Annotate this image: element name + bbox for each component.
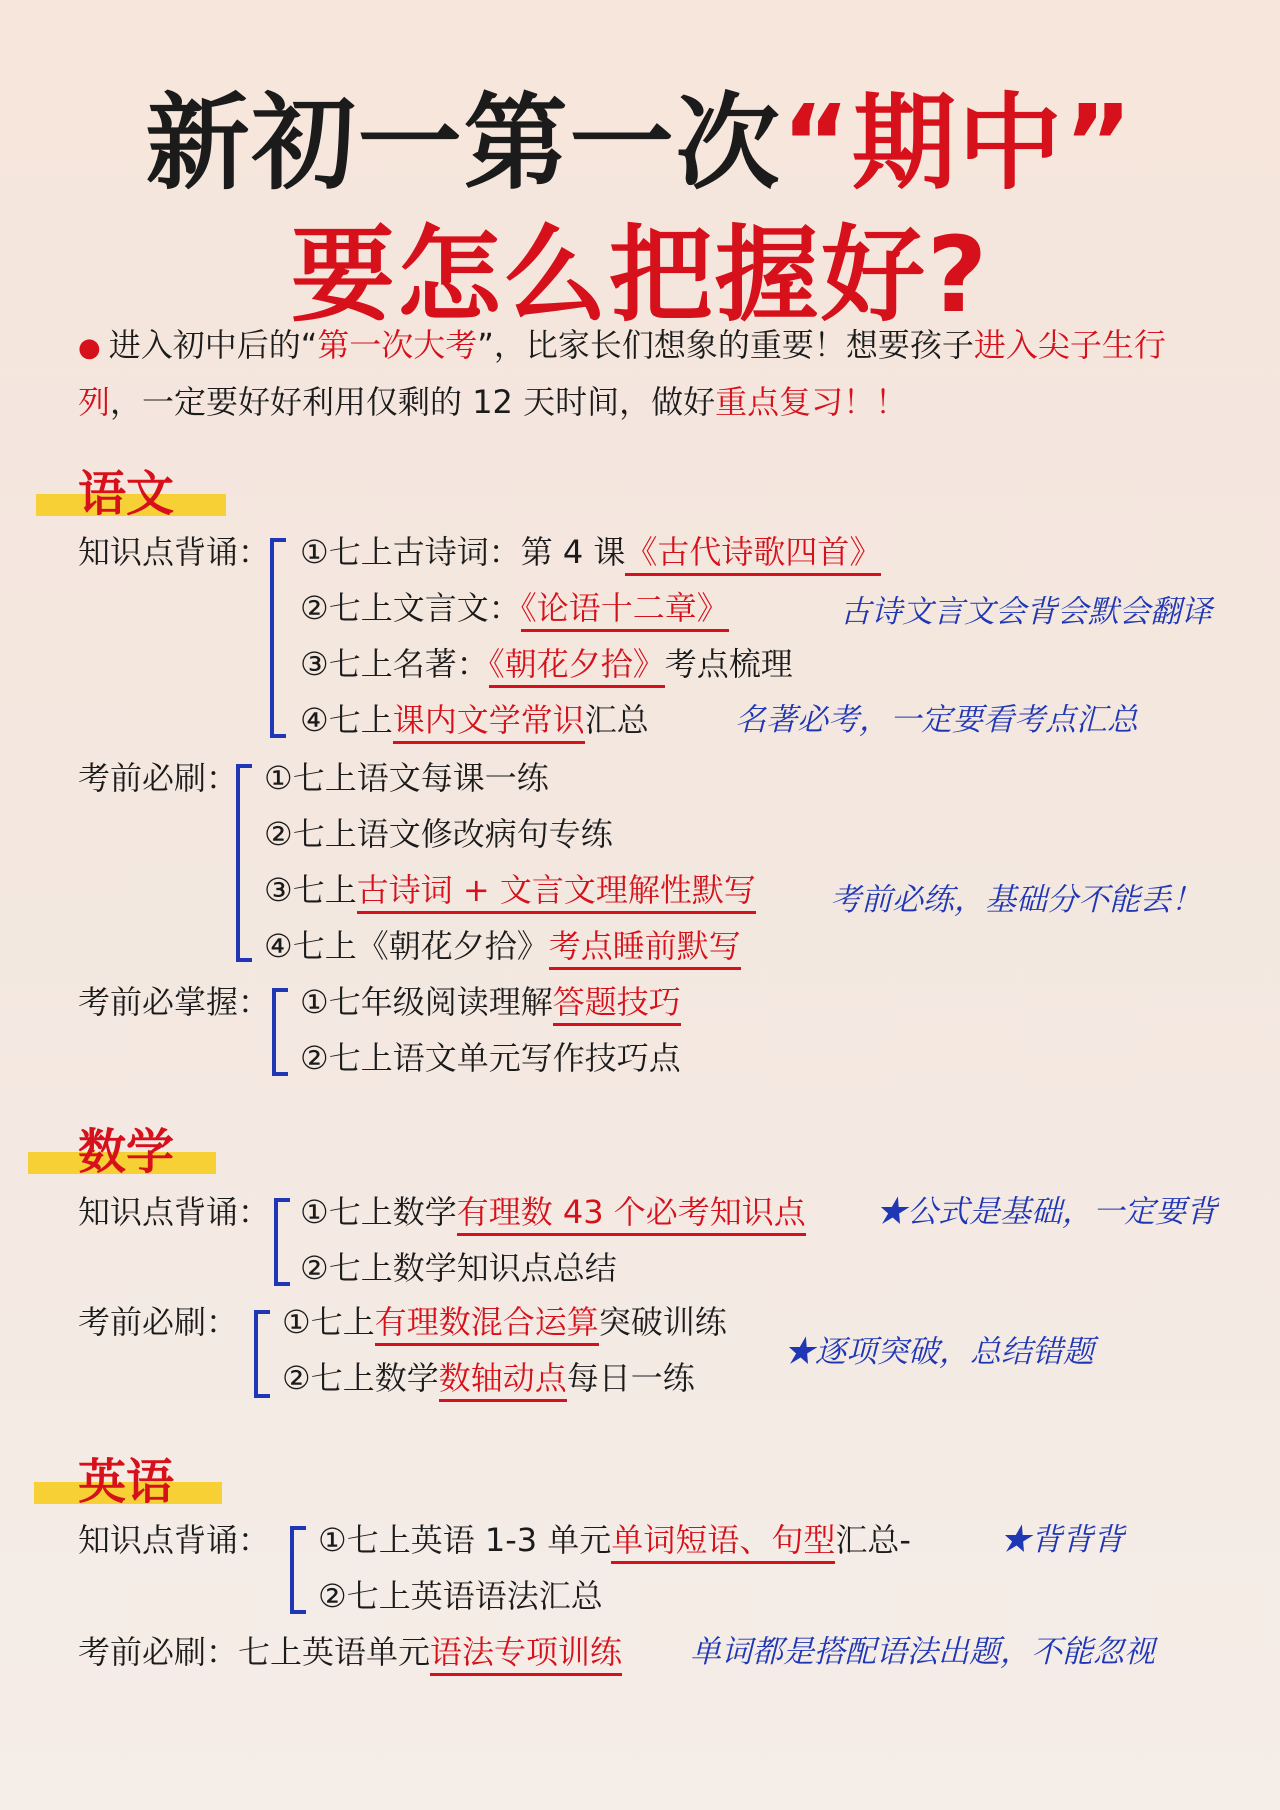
item-highlight: 数轴动点: [439, 1359, 567, 1402]
item-text: ③七上名著：: [300, 645, 489, 683]
item-highlight: 古诗词 + 文言文理解性默写: [357, 871, 756, 914]
math-recite-item-1: [300, 1190, 806, 1234]
math-note-1: ★公式是基础，一定要背: [876, 1194, 1217, 1230]
item-highlight: 答题技巧: [553, 983, 681, 1026]
item-text-after: 汇总-: [835, 1521, 911, 1559]
chinese-drill-item-2: [264, 812, 613, 856]
math-drill-item-2: [282, 1356, 695, 1400]
item-text: ①七上古诗词：第 4 课: [300, 533, 626, 571]
chinese-drill-item-4: [264, 924, 741, 968]
item-highlight: 课内文学常识: [393, 701, 585, 744]
chinese-recite-item-2: [300, 586, 729, 630]
intro-text-1: 进入初中后的“: [108, 326, 318, 364]
chinese-note-2: 名著必考，一定要看考点汇总: [735, 702, 1138, 738]
chinese-drill-label: 考前必刷：: [78, 759, 239, 797]
item-text: ②七上数学知识点总结: [300, 1249, 617, 1287]
math-recite-brace: [274, 1198, 290, 1286]
item-text-after: 考点梳理: [664, 645, 793, 683]
item-highlight: 单词短语、句型: [611, 1521, 835, 1564]
chinese-recite-brace: [270, 538, 286, 738]
intro-text-3: ，一定要好好利用仅剩的 12 天时间，做好: [110, 383, 716, 421]
english-recite-label: 知识点背诵：: [78, 1521, 271, 1559]
english-drill-label: 考前必刷：: [78, 1633, 239, 1671]
intro-text-2: ”，比家长们想象的重要！想要孩子: [477, 326, 974, 364]
item-text: ①七上英语 1-3 单元: [318, 1521, 612, 1559]
item-text-after: 突破训练: [598, 1303, 727, 1341]
chinese-note-1: 古诗文言文会背会默会翻译: [840, 594, 1212, 630]
chinese-drill-item-1: [264, 756, 549, 800]
chinese-note-3: 考前必练，基础分不能丢！: [830, 882, 1202, 918]
item-text: ③七上: [264, 871, 357, 909]
english-recite-item-2: [318, 1574, 603, 1618]
math-note-2: ★逐项突破，总结错题: [784, 1334, 1094, 1370]
item-highlight: 有理数 43 个必考知识点: [457, 1193, 806, 1236]
chinese-master-brace: [272, 988, 288, 1076]
item-highlight: 考点睡前默写: [549, 927, 741, 970]
intro-paragraph: [78, 318, 1218, 429]
title-line-2: 要怎么把握好?: [290, 214, 990, 336]
title-line-1-highlight: “期中”: [781, 82, 1135, 204]
intro-highlight-1: 第一次大考: [317, 326, 478, 364]
item-text: 七上英语单元: [238, 1633, 431, 1671]
bullet-icon: ●: [78, 333, 101, 363]
math-drill-item-1: [282, 1300, 727, 1344]
item-highlight: 《朝花夕拾》: [489, 645, 665, 688]
chinese-master-label: 考前必掌握：: [78, 983, 271, 1021]
item-text: ②七上语文单元写作技巧点: [300, 1039, 681, 1077]
item-text-after: 汇总: [584, 701, 649, 739]
english-note-1: ★背背背: [1000, 1522, 1124, 1558]
item-text: ④七上《朝花夕拾》: [264, 927, 549, 965]
english-recite-item-1: [318, 1518, 911, 1562]
section-chinese-heading: 语文: [78, 466, 175, 522]
item-text: ①七上语文每课一练: [264, 759, 549, 797]
chinese-recite-item-3: [300, 642, 793, 686]
item-text: ②七上文言文：: [300, 589, 521, 627]
intro-highlight-2: 进入尖子生行列: [78, 326, 1166, 421]
item-text: ②七上英语语法汇总: [318, 1577, 603, 1615]
item-text: ①七年级阅读理解: [300, 983, 553, 1021]
intro-highlight-3: 重点复习！！: [715, 383, 908, 421]
chinese-drill-item-3: [264, 868, 756, 912]
title-line-1-text: 新初一第一次: [145, 82, 782, 204]
item-highlight: 有理数混合运算: [375, 1303, 599, 1346]
item-highlight: 《论语十二章》: [521, 589, 729, 632]
math-drill-label: 考前必刷：: [78, 1303, 239, 1341]
english-note-2: 单词都是搭配语法出题，不能忽视: [690, 1634, 1155, 1670]
chinese-recite-label: 知识点背诵：: [78, 533, 271, 571]
item-text: ②七上语文修改病句专练: [264, 815, 613, 853]
english-recite-brace: [290, 1526, 306, 1614]
item-text: ①七上数学: [300, 1193, 457, 1231]
item-highlight: 《古代诗歌四首》: [625, 533, 881, 576]
section-english-heading: 英语: [78, 1454, 175, 1510]
english-drill-row: [78, 1630, 622, 1674]
section-math-heading: 数学: [78, 1124, 175, 1180]
item-text: ④七上: [300, 701, 393, 739]
item-highlight: 语法专项训练: [430, 1633, 622, 1676]
chinese-recite-item-4: [300, 698, 649, 742]
math-recite-item-2: [300, 1246, 617, 1290]
chinese-drill-brace: [236, 764, 252, 962]
item-text-after: 每日一练: [566, 1359, 695, 1397]
math-drill-brace: [254, 1310, 270, 1398]
chinese-master-item-1: [300, 980, 681, 1024]
item-text: ②七上数学: [282, 1359, 439, 1397]
title-line-1: [0, 78, 1280, 208]
chinese-master-item-2: [300, 1036, 681, 1080]
chinese-recite-item-1: [300, 530, 881, 574]
item-text: ①七上: [282, 1303, 375, 1341]
math-recite-label: 知识点背诵：: [78, 1193, 271, 1231]
